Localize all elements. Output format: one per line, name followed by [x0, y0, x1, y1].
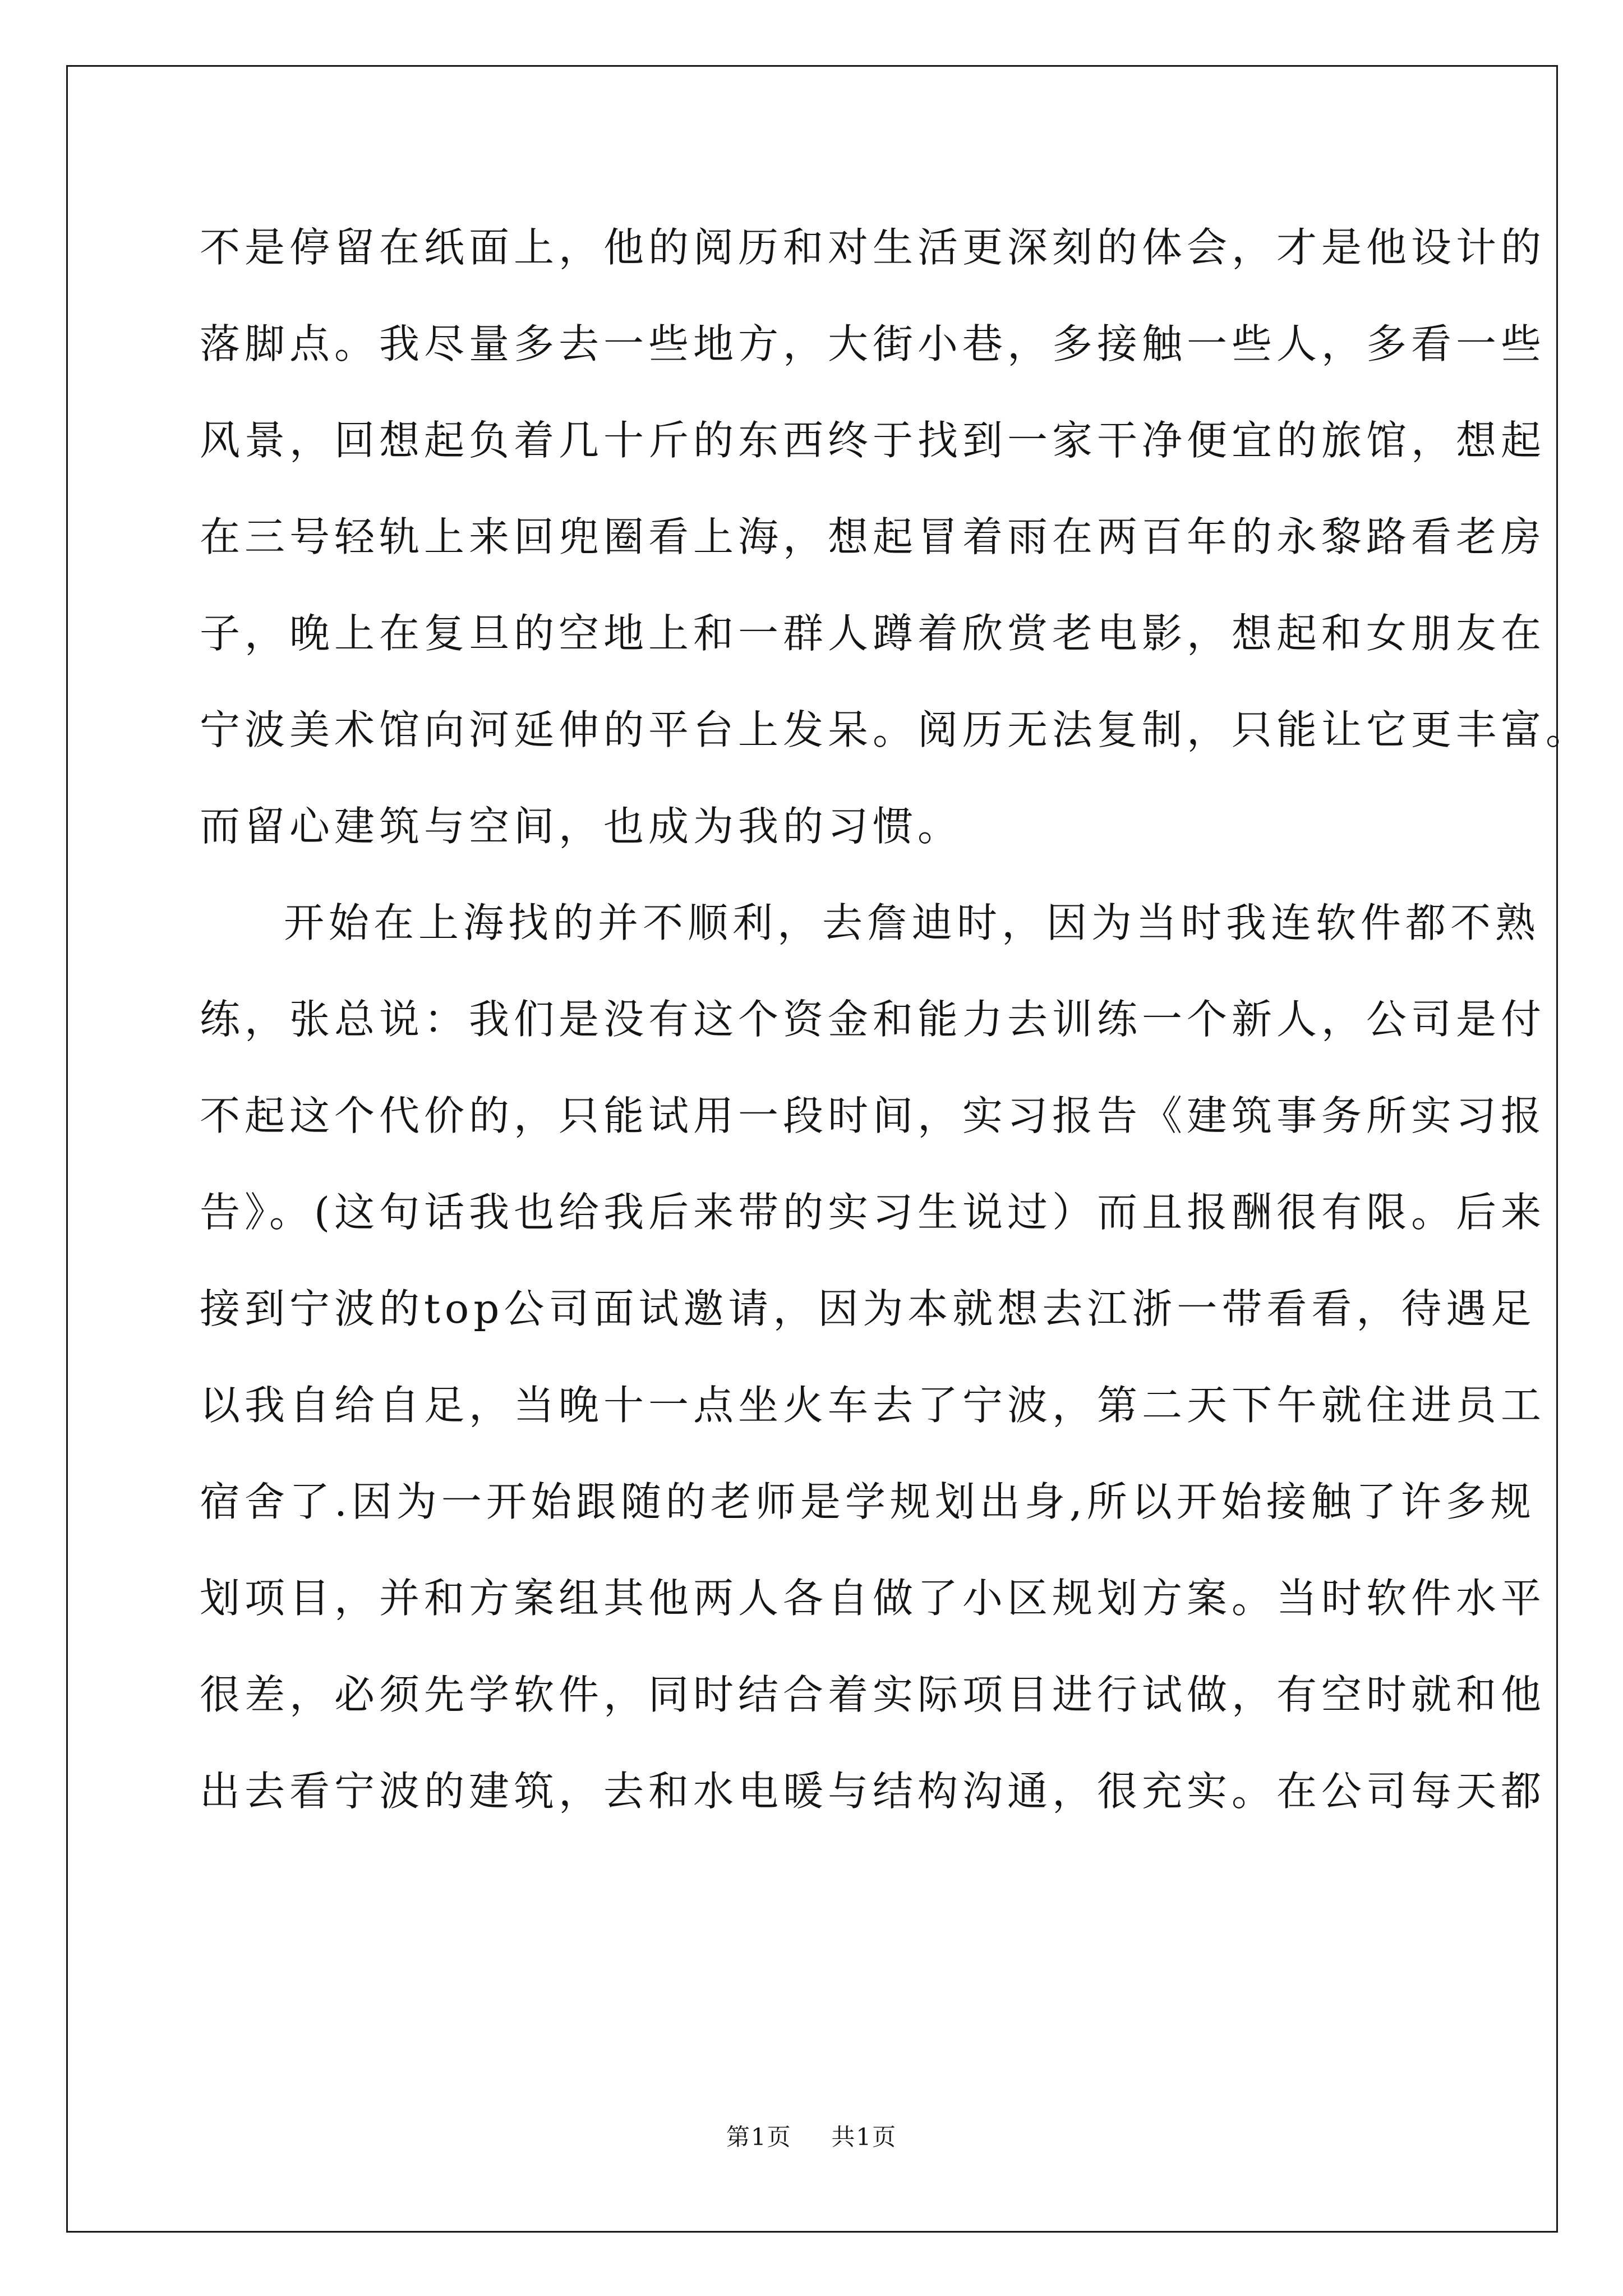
text-line: 出去看宁波的建筑，去和水电暖与结构沟通，很充实。在公司每天都 [200, 1768, 1546, 1815]
text-line: 很差，必须先学软件，同时结合着实际项目进行试做，有空时就和他 [200, 1671, 1546, 1718]
text-line: 告》。(这句话我也给我后来带的实习生说过）而且报酬很有限。后来 [200, 1189, 1546, 1236]
text-line: 在三号轻轨上来回兜圈看上海，想起冒着雨在两百年的永黎路看老房 [200, 513, 1546, 560]
text-line: 子，晚上在复旦的空地上和一群人蹲着欣赏老电影，想起和女朋友在 [200, 610, 1546, 657]
text-line: 划项目，并和方案组其他两人各自做了小区规划方案。当时软件水平 [200, 1575, 1546, 1622]
text-line: 宿舍了.因为一开始跟随的老师是学规划出身,所以开始接触了许多规 [200, 1478, 1536, 1525]
text-line: 而留心建筑与空间，也成为我的习惯。 [200, 803, 963, 850]
text-line: 宁波美术馆向河延伸的平台上发呆。阅历无法复制，只能让它更丰富。 [200, 706, 1591, 753]
text-line: 不起这个代价的，只能试用一段时间，实习报告《建筑事务所实习报 [200, 1092, 1546, 1139]
text-line: 以我自给自足，当晚十一点坐火车去了宁波，第二天下午就住进员工 [200, 1382, 1546, 1429]
page-footer [0, 2120, 1623, 2154]
paragraph-first-line: 开始在上海找的并不顺利，去詹迪时，因为当时我连软件都不熟 [284, 899, 1541, 946]
document-body [200, 216, 1591, 1856]
text-line: 不是停留在纸面上，他的阅历和对生活更深刻的体会，才是他设计的 [200, 224, 1546, 271]
total-pages: 共1页 [831, 2123, 897, 2151]
page-number: 第1页 [726, 2123, 792, 2151]
text-line: 练，张总说：我们是没有这个资金和能力去训练一个新人，公司是付 [200, 996, 1546, 1043]
text-line: 落脚点。我尽量多去一些地方，大街小巷，多接触一些人，多看一些 [200, 320, 1546, 367]
text-line: 风景，回想起负着几十斤的东西终于找到一家干净便宜的旅馆，想起 [200, 417, 1546, 464]
text-line: 接到宁波的top公司面试邀请，因为本就想去江浙一带看看，待遇足 [200, 1285, 1536, 1332]
